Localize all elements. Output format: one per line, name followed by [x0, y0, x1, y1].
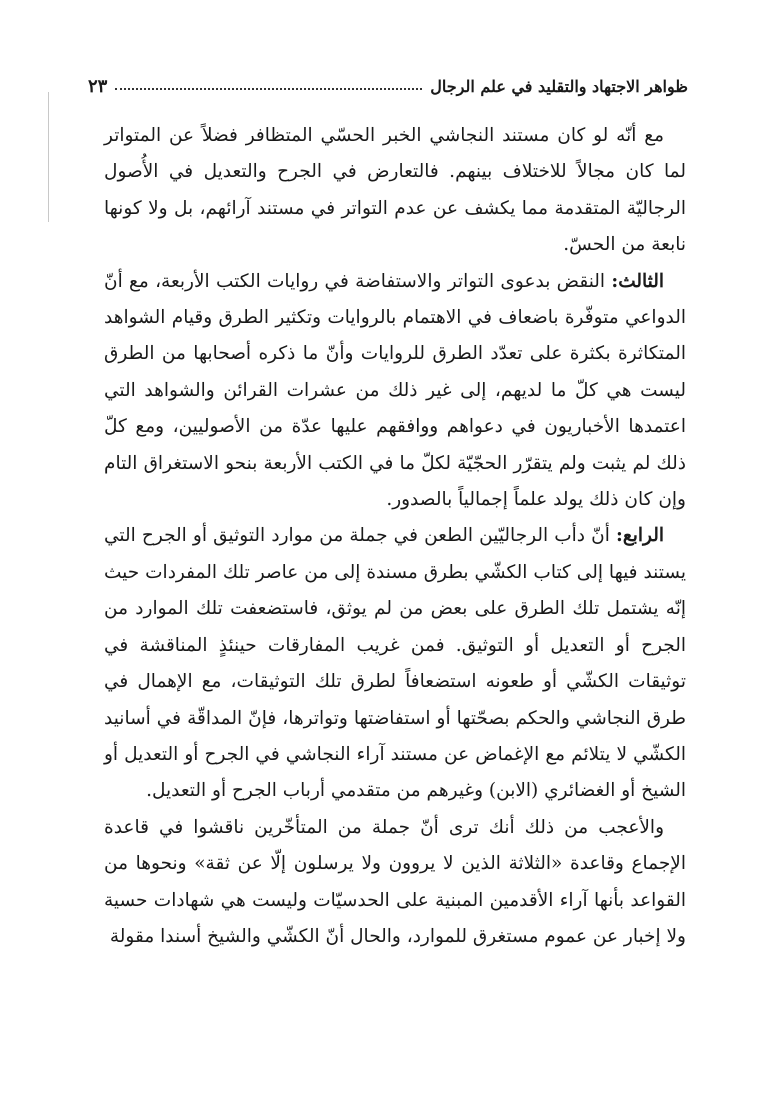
body-text — [104, 118, 686, 955]
running-header — [88, 70, 688, 102]
paragraph-2 — [104, 264, 686, 519]
running-header-title: ظواهر الاجتهاد والتقليد في علم الرجال — [430, 76, 688, 96]
page-number: ٢٣ — [88, 75, 108, 97]
paragraph-3-text: أنّ دأب الرجاليّين الطعن في جملة من موارد التوثيق أو الجرح التي يستند فيها إلى كتاب الكشّي بطرق مسندة إلى من عاصر تلك المفردات حيث إنّه يشتمل تلك الطرق على بعض من لم يوثق، فاستضعفت تلك الموارد من الجرح أو التعديل أو التوثيق. فمن غريب المفارقات حينئذٍ المناقشة في توثيقات الكشّي أو طعونه استضعافاً لطرق تلك التوثيقات، مع الإهمال في طرق النجاشي والحكم بصحّتها أو استفاضتها وتواترها، فإنّ المداقّة في أسانيد الكشّي لا يتلائم مع الإغماض عن مستند آراء النجاشي في الجرح أو التعديل أو الشيخ أو الغضائري (الابن) وغيرهم من متقدمي أرباب الجرح أو التعديل. — [104, 525, 686, 802]
page-edge-line — [48, 92, 49, 222]
paragraph-4 — [104, 810, 686, 956]
paragraph-3-lead: الرابع: — [616, 525, 664, 547]
paragraph-1-text: مع أنّه لو كان مستند النجاشي الخبر الحسّي المتظافر فضلاً عن المتواتر لما كان مجالاً للاختلاف بينهم. فالتعارض في الجرح والتعديل في الأُصول الرجاليّة المتقدمة مما يكشف عن عدم التواتر في مستند آرائهم، بل ولا كونها نابعة من الحسّ. — [104, 125, 686, 256]
paragraph-3 — [104, 518, 686, 809]
paragraph-2-lead: الثالث: — [611, 270, 664, 292]
paragraph-2-text: النقض بدعوى التواتر والاستفاضة في روايات الكتب الأربعة، مع أنّ الدواعي متوفّرة باضعاف في الاهتمام بالروايات وتكثير الطرق وقيام الشواهد المتكاثرة بكثرة على تعدّد الطرق للروايات وأنّ ما ذكره أصحابها من الطرق ليست هي كلّ ما لديهم، إلى غير ذلك من عشرات القرائن والشواهد التي اعتمدها الأخباريون في دعواهم ووافقهم عليها عدّة من الأصوليين، ومع كلّ ذلك لم يثبت ولم يتقرّر الحجّيّة لكلّ ما في الكتب الأربعة بنحو الاستغراق التام وإن كان ذلك يولد علماً إجمالياً بالصدور. — [104, 270, 686, 511]
paragraph-4-text: والأعجب من ذلك أنك ترى أنّ جملة من المتأخّرين ناقشوا في قاعدة الإجماع وقاعدة «الثلاثة الذين لا يروون ولا يرسلون إلّا عن ثقة» ونحوها من القواعد بأنها آراء الأقدمين المبنية على الحدسيّات وليست هي شهادات حسية ولا إخبار عن عموم مستغرق للموارد، والحال أنّ الكشّي والشيخ أسندا مقولة — [104, 816, 686, 947]
paragraph-1 — [104, 118, 686, 264]
header-leader-dots — [115, 88, 422, 90]
